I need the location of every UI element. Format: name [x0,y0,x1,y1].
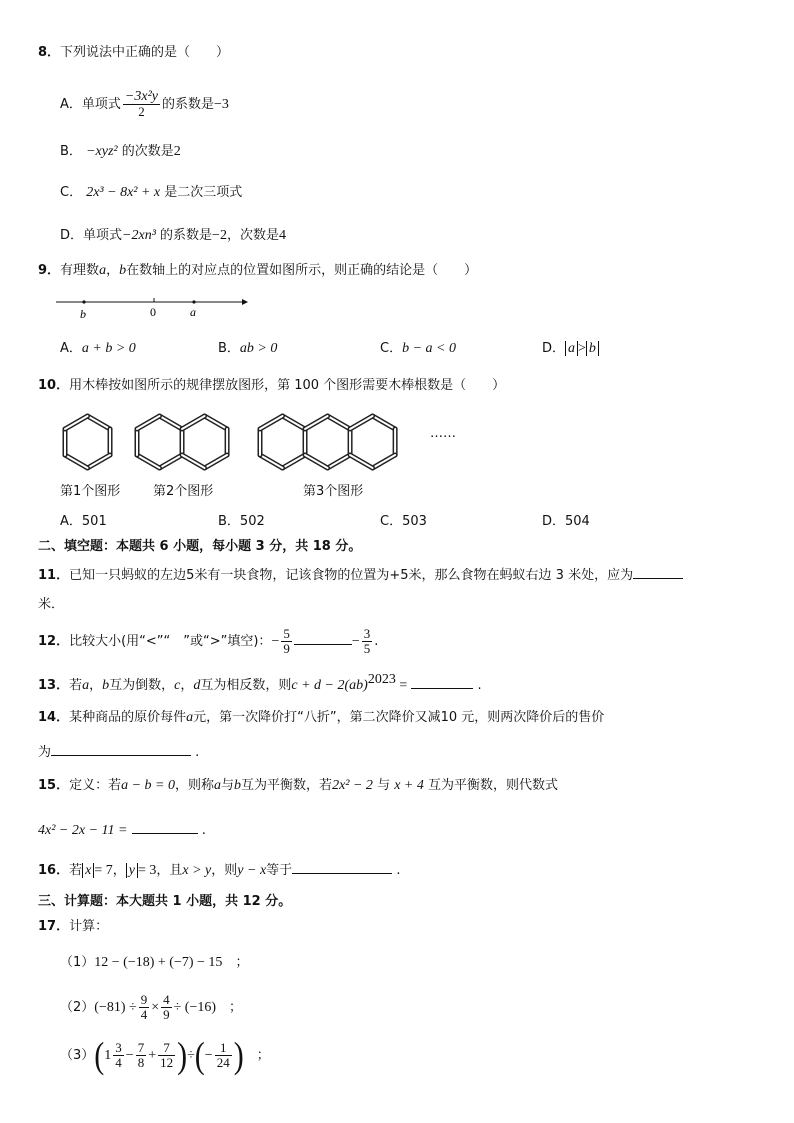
q13-sep1: ， [89,678,103,693]
q17-p1-label: （1） [60,955,95,970]
q13-expr: c + d − 2(ab) [291,678,368,693]
stick-fig3-hex2-edge6-inner [305,416,328,429]
stick-fig2-hex2-edge6-inner [182,416,205,429]
q8-d-mid2: ，次数是 [226,228,279,243]
q13-c: c [174,678,181,693]
q10-b-val: 502 [239,514,265,529]
q17-p3-rparen2: ) [233,1034,244,1076]
q16-expr: y − x [237,863,267,878]
q9-b-label: B． [218,341,240,356]
q12-f1-sign: − [271,634,280,649]
q8-c-label: C． [60,185,83,200]
q17-part3: （3）(1 $\frac{3}{4}$ − $\frac{7}{8}$ + $\frac{7}{12}$ )÷(− $\frac{1}{24}$ ) ； [60,1034,270,1076]
q8-b-label: B． [60,144,82,159]
stick-fig3-hex2-edge4-inner [305,455,328,468]
q17-number: 17． [38,919,70,934]
q17-p2-f2-den: 9 [163,1007,170,1022]
q13-eq: = [395,678,408,693]
q15-vb: b [234,778,242,793]
q12-end: . [374,634,379,649]
q8-d-expr: −2xn³ [122,228,156,243]
q14-number: 14． [38,710,70,725]
q15-line2 [38,819,206,840]
q15-e2: x + 4 [394,778,424,793]
q15-answer-blank[interactable] [132,819,198,834]
q8-d-label: D． [60,228,84,243]
q15-end: . [201,823,206,838]
stick-fig1-hex1-edge3-inner [88,455,111,468]
q16-end: . [396,863,401,878]
q11-text: 已知一只蚂蚁的左边5米有一块食物，记该食物的位置为+5米，那么食物在蚂蚁右边 3 米处，应为 [69,568,634,583]
q14-line2-text: 为 [38,745,52,760]
q16-number: 16． [38,863,70,878]
axis-label-b: b [80,307,86,321]
q10-ellipsis: …… [430,426,456,441]
q8-a-frac-den: 2 [138,104,145,119]
q12-answer-blank[interactable] [294,630,352,645]
q8-stem-text: 下列说法中正确的是（ ） [60,45,230,60]
stick-fig3-hex3-edge1-inner [373,416,396,429]
q8-d-v2: 4 [278,228,286,243]
q17-stem-text: 计算： [69,919,109,934]
q16-x: x [82,863,94,878]
q16-mid2: ，则 [211,863,238,878]
stick-fig3-hex3-edge4-inner [350,455,373,468]
q8-option-d [60,227,286,245]
q8-b-value: 2 [173,144,181,159]
stick-fig3-hex1-edge4-inner [260,455,283,468]
q14-var: a [186,710,194,725]
q12-f1-den: 9 [283,641,290,656]
q9-stem-sep: ， [106,263,120,278]
q10-stem-text: 用木棒按如图所示的规律摆放图形，第 100 个图形需要木棒根数是（ ） [69,378,506,393]
q15-mid4: 与 [377,778,391,793]
q9-option-c [380,340,456,358]
q8-a-post: 的系数是 [162,97,215,112]
q12-fraction-1 [281,627,292,656]
q10-number: 10． [38,378,70,393]
q8-d-mid: 的系数是 [160,228,213,243]
q17-p2-a: (−81) ÷ [94,1000,137,1015]
stick-fig1-hex1-edge4-inner [65,455,88,468]
q17-p3-label: （3） [60,1048,95,1063]
section-2-heading: 二、填空题：本题共 6 小题，每小题 3 分，共 18 分。 [38,539,362,554]
q17-p2-f1-num: 9 [140,992,148,1007]
stick-fig3-hex1-edge1-inner [283,416,306,429]
q10-hexagon-figures [55,408,475,480]
q17-p3-lparen: ( [94,1034,105,1076]
q10-c-label: C． [380,514,403,529]
q17-p3-frac1 [113,1041,124,1070]
q12-f2-num: 3 [363,626,371,641]
q12-f1-num: 5 [283,626,290,641]
q16-sep: ， [112,863,126,878]
q13-end: . [477,678,482,693]
point-b-dot [82,300,85,303]
q13-exponent: 2023 [367,672,396,687]
q9-option-b [218,340,277,358]
q10-b-label: B． [218,514,240,529]
stick-fig2-hex1-edge3-inner [160,455,183,468]
q15-mid3: 互为平衡数，若 [241,778,333,793]
q8-a-frac-num: −3x²y [124,89,158,104]
stick-fig3-hex1-edge6-inner [260,416,283,429]
q8-option-b [60,143,181,161]
q17-p2-frac1 [139,993,150,1022]
q13-answer-blank[interactable] [411,674,473,689]
q8-stem [38,44,229,62]
q9-a-label: A． [60,341,82,356]
q9-d-label: D． [542,341,566,356]
q9-stem-b: b [119,263,127,278]
stick-fig3-hex1-edge3-inner [283,455,306,468]
q9-d-right: b [586,341,599,356]
q9-c-label: C． [380,341,403,356]
q13-d: d [193,678,201,693]
q8-c-expr: 2x³ − 8x² + x [86,185,161,200]
stick-fig3-hex2-edge3-inner [328,455,351,468]
q10-option-d [542,513,590,531]
q12-line [38,624,378,660]
q13-sep2: ， [180,678,194,693]
q17-p3-lparen2: ( [194,1034,205,1076]
axis-label-a: a [190,305,196,319]
q15-line1 [38,777,558,795]
q16-cond: x > y [182,863,212,878]
q9-number-line [52,294,252,324]
stick-fig3-hex3-edge3-inner [373,455,396,468]
stick-fig2-hex1-edge6-inner [137,416,160,429]
q17-p3-f4-num: 1 [215,1041,232,1056]
q16-answer-blank[interactable] [292,859,392,874]
q8-a-label: A． [60,97,82,112]
q15-mid1: ，则称 [175,778,215,793]
q11-answer-blank[interactable] [633,564,683,579]
q14-text-pre: 某种商品的原价每件 [69,710,187,725]
stick-fig2-hex2-edge3-inner [205,455,228,468]
q12-number: 12． [38,634,70,649]
q15-pre: 定义：若 [69,778,122,793]
q9-stem-pre: 有理数 [60,263,100,278]
stick-fig2-hex2-edge4-inner [182,455,205,468]
q17-stem [38,918,108,936]
q10-fig3-caption: 第3个图形 [303,484,364,499]
q12-fraction-2 [362,627,373,656]
q10-a-val: 501 [81,514,107,529]
q17-p3-f1-num: 3 [115,1040,122,1055]
section-3-heading: 三、计算题：本大题共 1 小题，共 12 分。 [38,894,292,909]
q9-stem-post: 在数轴上的对应点的位置如图所示，则正确的结论是（ ） [126,263,478,278]
q13-mid1: 互为倒数， [109,678,175,693]
q17-p3-f1-den: 4 [115,1055,122,1070]
q17-p2-f2-num: 4 [163,992,170,1007]
q17-p3-f2-den: 8 [137,1055,145,1070]
q8-option-c [60,184,242,202]
q8-a-value: −3 [214,97,229,112]
q10-option-c [380,513,427,531]
q14-line1 [38,709,604,727]
stick-fig2-hex1-edge1-inner [160,416,183,429]
q17-part1 [60,954,248,972]
q17-p1-end: ； [235,955,249,970]
q9-a-expr: a + b > 0 [81,341,136,356]
q16-y: y [126,863,138,878]
stick-fig1-hex1-edge1-inner [88,416,111,429]
q17-p3-end: ； [256,1048,270,1063]
q9-stem [38,262,477,280]
q14-text-post: 元，第一次降价打“八折”，第二次降价又减10 元，则两次降价后的售价 [193,710,605,725]
q10-c-val: 503 [402,514,427,529]
q16-mid: ，且 [156,863,183,878]
q12-f2-sign: − [351,634,360,649]
q8-b-post: 的次数是 [121,144,174,159]
q9-b-expr: ab > 0 [239,341,278,356]
q11-number: 11． [38,568,70,583]
q8-option-a [60,90,229,120]
q15-e1: 2x² − 2 [332,778,373,793]
q16-eq2: = 3 [137,863,157,878]
q10-a-label: A． [60,514,82,529]
q9-c-expr: b − a < 0 [402,341,456,356]
q10-d-label: D． [542,514,566,529]
axis-label-0: 0 [150,305,156,319]
q17-p2-frac2 [161,993,172,1022]
q17-p3-f4-den: 24 [216,1055,230,1070]
q8-b-expr: −xyz² [86,144,118,159]
q13-line [38,674,482,695]
q9-option-a [60,340,136,358]
stick-fig3-hex3-edge6-inner [350,416,373,429]
q17-p3-f3-den: 12 [160,1055,174,1070]
q14-end: . [195,745,200,760]
q17-p2-b: ÷ (−16) [173,1000,216,1015]
stick-fig2-hex2-edge1-inner [205,416,228,429]
q17-p3-frac3 [158,1041,175,1070]
q16-line [38,859,400,880]
q17-p3-rparen: ) [177,1034,188,1076]
q9-d-op: > [578,341,586,356]
q10-fig2-caption: 第2个图形 [153,484,214,499]
q16-pre: 若 [69,863,83,878]
q13-pre: 若 [69,678,83,693]
q8-a-pre: 单项式 [81,97,121,112]
q11-tail: 米． [38,597,65,612]
q8-d-pre: 单项式 [83,228,123,243]
q13-a: a [82,678,90,693]
q16-post: 等于 [266,863,293,878]
q15-cond: a − b = 0 [121,778,176,793]
stick-fig2-hex1-edge4-inner [137,455,160,468]
q17-p2-f1-den: 4 [140,1007,148,1022]
q9-number: 9． [38,263,61,278]
q17-p2-times: × [151,1000,160,1015]
q15-va: a [214,778,222,793]
q10-d-val: 504 [565,514,590,529]
q12-f2-den: 5 [363,641,371,656]
q10-option-b [218,513,265,531]
q8-number: 8． [38,45,61,60]
stick-fig1-hex1-edge6-inner [65,416,88,429]
q17-p3-frac4 [215,1041,232,1070]
q14-line2 [38,741,199,762]
q8-d-v1: −2 [212,228,227,243]
q17-p3-f3-num: 7 [158,1041,175,1056]
q9-option-d [542,340,599,358]
q12-text: 比较大小(用“<”“ ”或“>”填空)： [69,634,272,649]
q9-stem-a: a [99,263,107,278]
q15-number: 15． [38,778,70,793]
q10-stem [38,377,505,395]
q13-number: 13． [38,678,70,693]
number-line-arrow [242,299,248,305]
q11-line1 [38,564,683,585]
q8-a-fraction [123,90,160,119]
q10-fig1-caption: 第1个图形 [60,484,121,499]
point-a-dot [192,300,195,303]
q17-p3-whole: 1 [104,1048,112,1063]
q10-option-a [60,513,107,531]
q17-p1-expr: 12 − (−18) + (−7) − 15 [94,955,223,970]
q17-p2-label: （2） [60,1000,95,1015]
q17-p3-frac2 [136,1041,147,1070]
q17-p2-end: ； [229,1000,243,1015]
q16-eq1: = 7 [94,863,113,878]
q13-b: b [102,678,110,693]
q17-p3-f2-num: 7 [137,1040,145,1055]
q9-d-left: a [565,341,578,356]
q15-mid5: 互为平衡数，则代数式 [428,778,559,793]
stick-fig3-hex2-edge1-inner [328,416,351,429]
q13-mid2: 互为相反数，则 [200,678,292,693]
q17-part2 [60,990,242,1026]
q17-p3-div: ÷ [187,1048,195,1063]
q8-c-post: 是二次三项式 [164,185,243,200]
q15-line2-expr: 4x² − 2x − 11 = [38,823,128,838]
q14-answer-blank[interactable] [51,741,191,756]
q15-mid2: 与 [221,778,235,793]
